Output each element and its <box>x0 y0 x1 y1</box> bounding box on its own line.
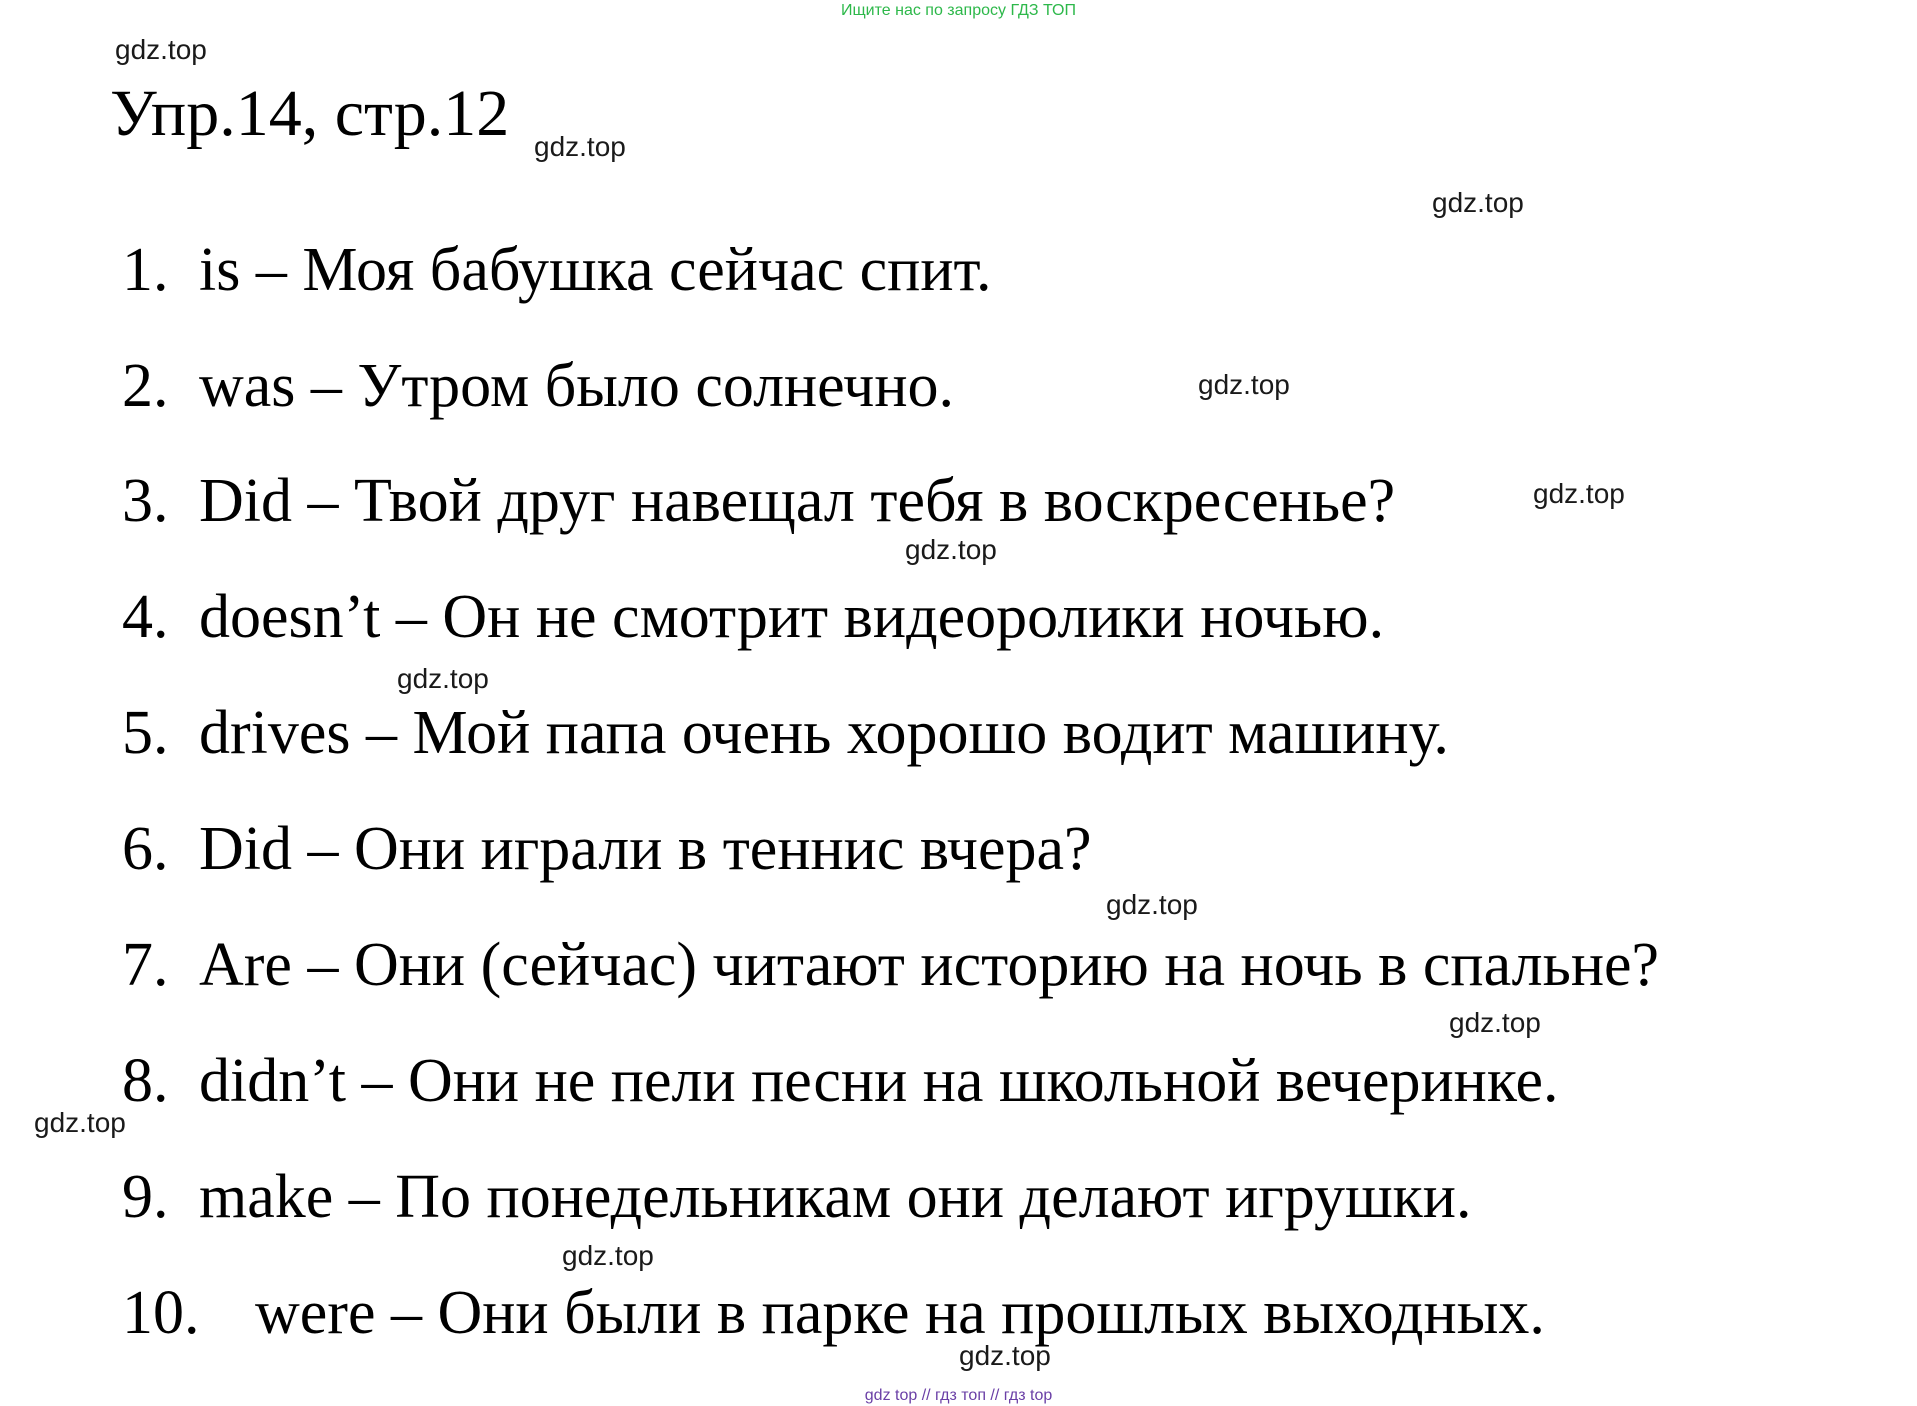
watermark: gdz.top <box>562 1240 654 1271</box>
answer-number: 8. <box>122 1047 169 1115</box>
answer-number: 3. <box>122 467 169 535</box>
answer-number: 2. <box>122 352 169 420</box>
answer-number: 6. <box>122 815 169 883</box>
answer-text: doesn’t – Он не смотрит видеоролики ночью. <box>199 583 1385 651</box>
watermark: gdz.top <box>115 34 207 65</box>
answer-text: is – Моя бабушка сейчас спит. <box>199 236 992 304</box>
watermark: gdz.top <box>34 1107 126 1138</box>
answer-item-3 <box>122 461 1395 541</box>
answer-number: 4. <box>122 583 169 651</box>
answer-item-1 <box>122 230 991 310</box>
page-title: Упр.14, стр.12 <box>110 77 510 150</box>
answer-item-8 <box>122 1041 1558 1121</box>
watermark: gdz.top <box>905 534 997 565</box>
answer-text: Did – Они играли в теннис вчера? <box>199 815 1092 883</box>
answer-item-7 <box>122 925 1659 1005</box>
watermark: gdz.top <box>1533 478 1625 509</box>
top-banner: Ищите нас по запросу ГДЗ ТОП <box>841 2 1076 19</box>
answer-text: drives – Мой папа очень хорошо водит машину. <box>199 699 1449 767</box>
answer-number: 10. <box>122 1279 200 1347</box>
watermark: gdz.top <box>1432 187 1524 218</box>
answer-text: didn’t – Они не пели песни на школьной вечеринке. <box>199 1047 1559 1115</box>
watermark: gdz.top <box>959 1340 1051 1371</box>
answer-text: was – Утром было солнечно. <box>199 352 955 420</box>
answer-item-6 <box>122 809 1092 889</box>
answer-text: were – Они были в парке на прошлых выходных. <box>255 1279 1545 1347</box>
footer-links: gdz top // гдз топ // гдз top <box>864 1387 1053 1404</box>
answer-text: Are – Они (сейчас) читают историю на ночь в спальне? <box>199 931 1660 999</box>
answer-item-2 <box>122 346 954 426</box>
answer-item-4 <box>122 577 1384 657</box>
watermark: gdz.top <box>1449 1007 1541 1038</box>
watermark: gdz.top <box>397 663 489 694</box>
answer-item-9 <box>122 1157 1471 1237</box>
answer-item-5 <box>122 693 1449 773</box>
answer-item-10 <box>122 1273 1545 1353</box>
answer-number: 5. <box>122 699 169 767</box>
answer-text: Did – Твой друг навещал тебя в воскресенье? <box>199 467 1396 535</box>
watermark: gdz.top <box>1198 369 1290 400</box>
answer-number: 7. <box>122 931 169 999</box>
answer-text: make – По понедельникам они делают игрушки. <box>199 1163 1472 1231</box>
answer-number: 9. <box>122 1163 169 1231</box>
watermark: gdz.top <box>534 131 626 162</box>
answer-number: 1. <box>122 236 169 304</box>
watermark: gdz.top <box>1106 889 1198 920</box>
